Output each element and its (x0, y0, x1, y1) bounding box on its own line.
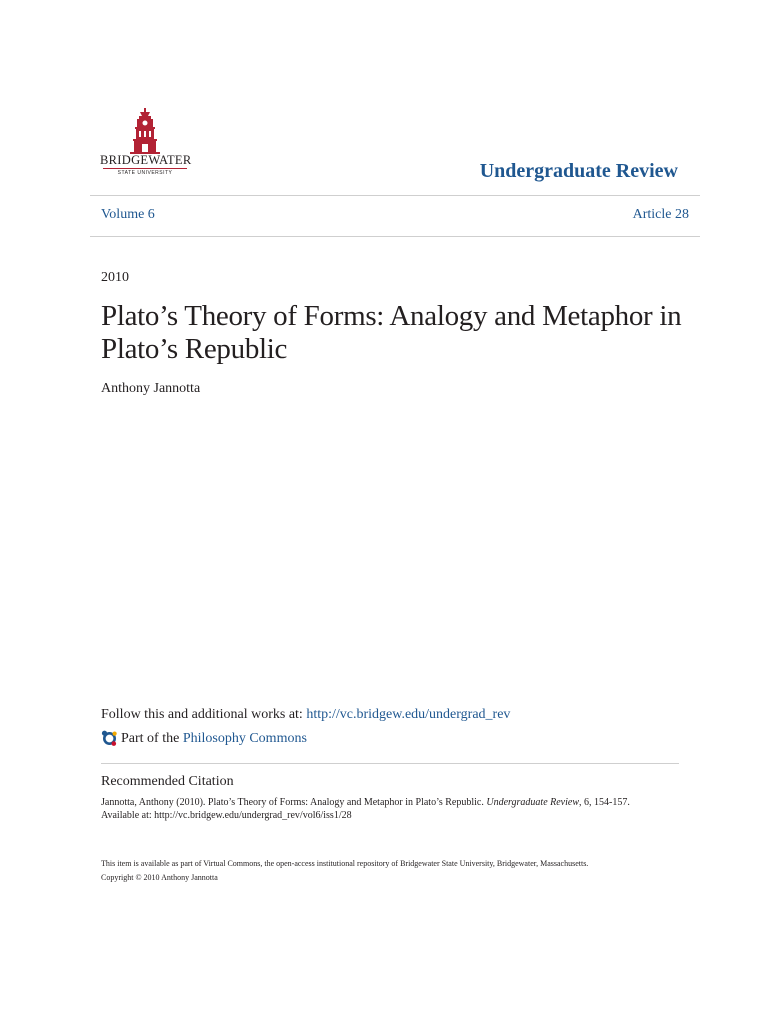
commons-network-icon (101, 730, 118, 747)
header-divider (90, 195, 700, 196)
recommended-citation-heading: Recommended Citation (101, 774, 234, 789)
clock-tower-icon (100, 108, 190, 154)
citation-journal: Undergraduate Review (486, 797, 580, 808)
follow-label: Follow this and additional works at: (101, 707, 303, 722)
publication-year: 2010 (101, 270, 129, 285)
citation-pages: , 6, 154-157. (579, 797, 630, 808)
repository-link[interactable]: http://vc.bridgew.edu/undergrad_rev (306, 707, 511, 722)
logo-divider (103, 168, 187, 169)
part-of-label: Part of the (121, 730, 180, 746)
citation-available-at: Available at: http://vc.bridgew.edu/undergrad_rev/vol6/iss1/28 (101, 810, 352, 821)
footer-note (101, 857, 701, 885)
issue-divider (90, 236, 700, 237)
footer-availability: This item is available as part of Virtual Commons, the open-access institutional repository of Bridgewater State University, Bridgewater, Massachusetts. (101, 859, 589, 868)
article-title: Plato’s Theory of Forms: Analogy and Metaphor in Plato’s Republic (101, 300, 682, 365)
logo-wordmark: BRIDGEWATER (100, 153, 192, 167)
citation-text (101, 796, 681, 822)
citation-divider (101, 763, 679, 764)
journal-title-link[interactable]: Undergraduate Review (479, 160, 678, 182)
part-of-line (101, 730, 307, 747)
volume-link[interactable]: Volume 6 (101, 207, 155, 222)
article-number-link[interactable]: Article 28 (632, 207, 689, 222)
article-author: Anthony Jannotta (101, 381, 201, 396)
bridgewater-logo (100, 108, 190, 180)
philosophy-commons-link[interactable]: Philosophy Commons (182, 730, 307, 746)
logo-subtitle: STATE UNIVERSITY (117, 170, 173, 176)
citation-main: Jannotta, Anthony (2010). Plato’s Theory of Forms: Analogy and Metaphor in Plato’s Republic. (101, 797, 484, 808)
footer-copyright: Copyright © 2010 Anthony Jannotta (101, 873, 218, 882)
follow-line (101, 707, 510, 723)
